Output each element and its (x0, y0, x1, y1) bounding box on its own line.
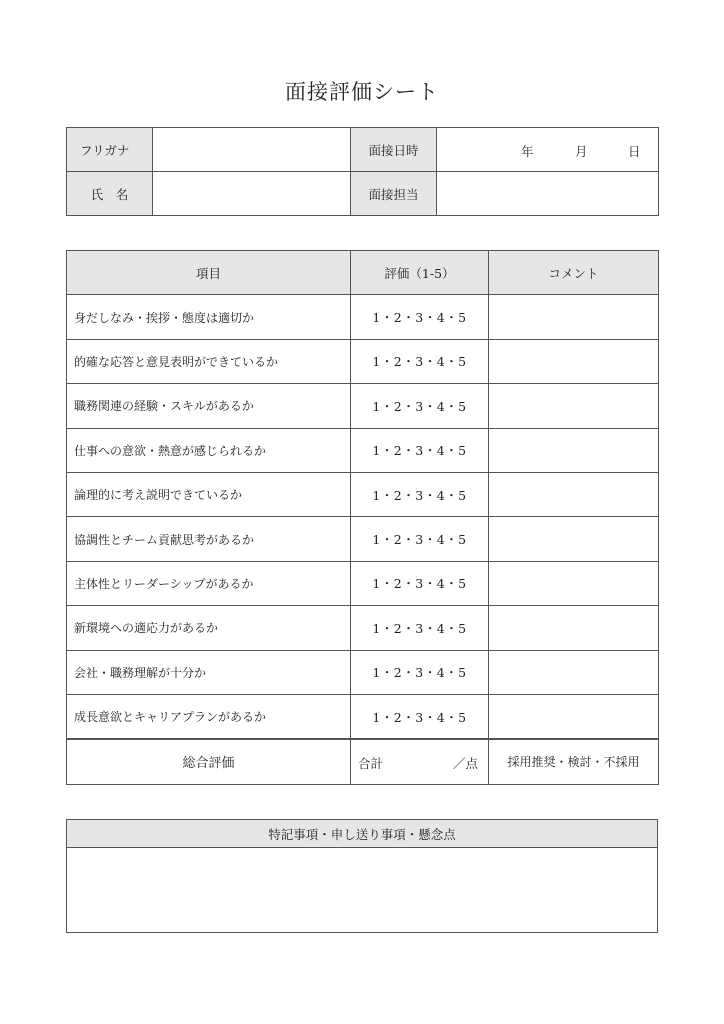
evaluation-item-label: 会社・職務理解が十分か (67, 650, 351, 694)
notes-table (66, 819, 658, 933)
score-scale[interactable]: 1・2・3・4・5 (351, 428, 489, 472)
evaluation-item-label: 協調性とチーム貢献思考があるか (67, 517, 351, 561)
evaluation-row (67, 339, 659, 383)
name-label: 氏 名 (67, 172, 153, 216)
evaluation-item-label: 新環境への適応力があるか (67, 606, 351, 650)
score-scale[interactable]: 1・2・3・4・5 (351, 650, 489, 694)
evaluation-row (67, 650, 659, 694)
comment-field[interactable] (489, 517, 659, 561)
total-row (67, 739, 659, 784)
evaluation-row (67, 561, 659, 605)
interviewer-label: 面接担当 (351, 172, 437, 216)
score-scale[interactable]: 1・2・3・4・5 (351, 472, 489, 516)
evaluation-item-label: 論理的に考え説明できているか (67, 472, 351, 516)
sum-label: 合計 (358, 756, 384, 772)
comment-field[interactable] (489, 694, 659, 739)
comment-field[interactable] (489, 561, 659, 605)
furigana-field[interactable] (153, 128, 351, 172)
day-label: 日 (628, 144, 641, 159)
score-scale[interactable]: 1・2・3・4・5 (351, 384, 489, 428)
item-header: 項目 (67, 251, 351, 295)
evaluation-row (67, 694, 659, 739)
furigana-label: フリガナ (67, 128, 153, 172)
comment-field[interactable] (489, 295, 659, 339)
score-scale[interactable]: 1・2・3・4・5 (351, 606, 489, 650)
score-scale[interactable]: 1・2・3・4・5 (351, 517, 489, 561)
overall-evaluation-label: 総合評価 (67, 739, 351, 784)
notes-header: 特記事項・申し送り事項・懸念点 (67, 820, 658, 848)
evaluation-table (66, 250, 659, 785)
month-label: 月 (575, 144, 588, 159)
evaluation-item-label: 身だしなみ・挨拶・態度は適切か (67, 295, 351, 339)
name-field[interactable] (153, 172, 351, 216)
comment-field[interactable] (489, 384, 659, 428)
applicant-info-table (66, 127, 659, 216)
score-scale[interactable]: 1・2・3・4・5 (351, 295, 489, 339)
notes-field[interactable] (67, 848, 658, 933)
evaluation-row (67, 517, 659, 561)
comment-field[interactable] (489, 428, 659, 472)
evaluation-row (67, 295, 659, 339)
interview-date-field[interactable] (437, 128, 659, 172)
points-suffix: ／点 (452, 756, 478, 772)
evaluation-row (67, 606, 659, 650)
interviewer-field[interactable] (437, 172, 659, 216)
comment-field[interactable] (489, 650, 659, 694)
score-scale[interactable]: 1・2・3・4・5 (351, 694, 489, 739)
evaluation-row (67, 472, 659, 516)
year-label: 年 (521, 144, 534, 159)
comment-field[interactable] (489, 472, 659, 516)
interview-date-label: 面接日時 (351, 128, 437, 172)
evaluation-item-label: 仕事への意欲・熱意が感じられるか (67, 428, 351, 472)
comment-field[interactable] (489, 339, 659, 383)
decision-options[interactable]: 採用推奨・検討・不採用 (489, 739, 659, 784)
comment-field[interactable] (489, 606, 659, 650)
evaluation-row (67, 384, 659, 428)
page-title: 面接評価シート (285, 80, 439, 104)
evaluation-row (67, 428, 659, 472)
evaluation-item-label: 主体性とリーダーシップがあるか (67, 561, 351, 605)
evaluation-item-label: 成長意欲とキャリアプランがあるか (67, 694, 351, 739)
score-scale[interactable]: 1・2・3・4・5 (351, 561, 489, 605)
evaluation-header-row (67, 251, 659, 295)
score-header: 評価（1-5） (351, 251, 489, 295)
score-scale[interactable]: 1・2・3・4・5 (351, 339, 489, 383)
evaluation-item-label: 職務関連の経験・スキルがあるか (67, 384, 351, 428)
comment-header: コメント (489, 251, 659, 295)
total-score-field[interactable] (351, 739, 489, 784)
evaluation-item-label: 的確な応答と意見表明ができているか (67, 339, 351, 383)
